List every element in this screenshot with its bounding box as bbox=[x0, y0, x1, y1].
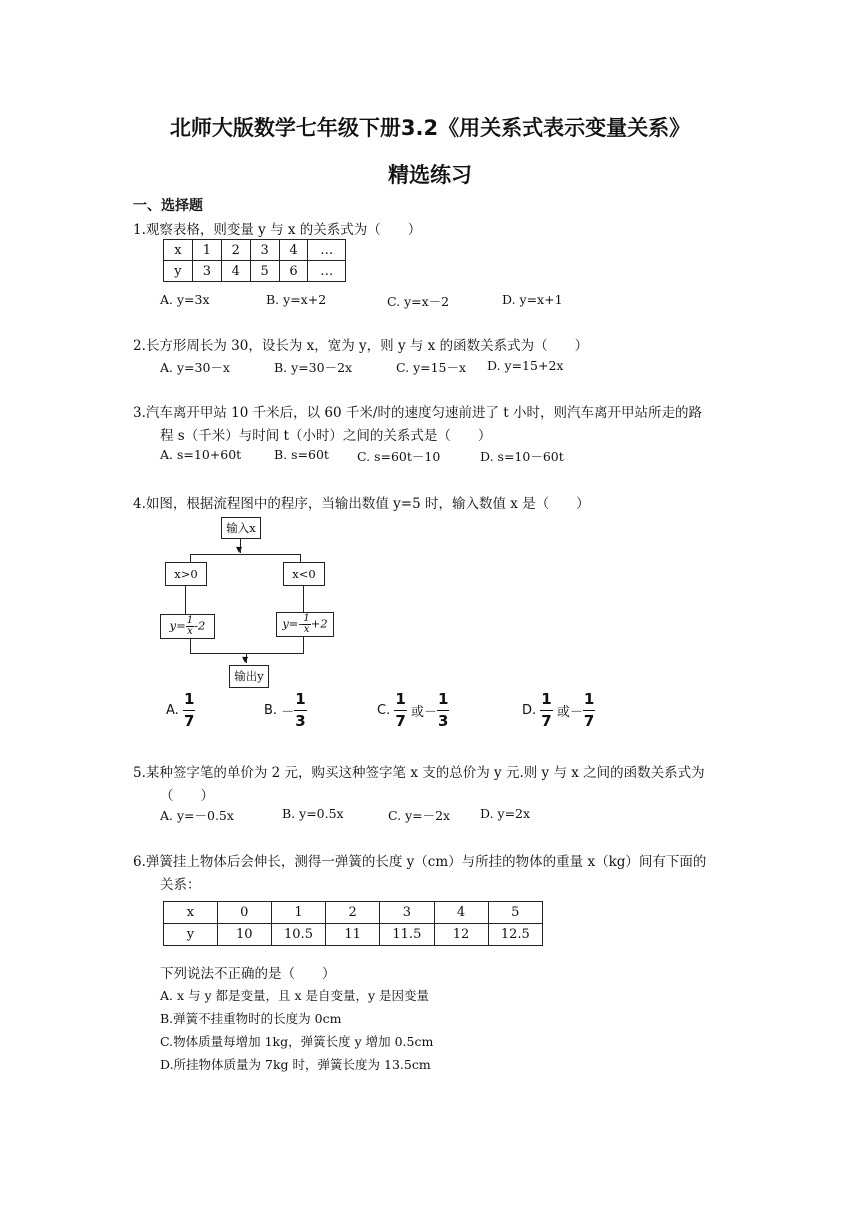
arrow-down-icon: ▼ bbox=[242, 655, 249, 664]
option-label: A. bbox=[166, 703, 179, 718]
option-b bbox=[264, 692, 307, 729]
question-6-prompt: 下列说法不正确的是（ ） bbox=[160, 966, 336, 982]
option-d: D. y=15+2x bbox=[487, 358, 564, 373]
option-c: C. s=60t－10 bbox=[357, 449, 441, 464]
document-title: 北师大版数学七年级下册3.2《用关系式表示变量关系》 bbox=[169, 116, 691, 140]
flow-formula-right bbox=[276, 612, 334, 637]
flow-connector bbox=[190, 639, 191, 654]
option-c: C. y=15－x bbox=[396, 360, 467, 375]
option-label: B. bbox=[264, 703, 278, 718]
table-cell: 3 bbox=[192, 261, 221, 282]
flow-connector bbox=[300, 554, 301, 562]
flow-condition-right: x<0 bbox=[283, 562, 325, 586]
fraction-denominator: x bbox=[187, 626, 193, 637]
flow-connector bbox=[303, 586, 304, 614]
table-cell: 5 bbox=[250, 261, 279, 282]
fraction bbox=[183, 692, 195, 729]
formula-text: y=- bbox=[282, 616, 303, 631]
question-6-stem-line2: 关系： bbox=[160, 877, 201, 893]
table-cell: 4 bbox=[221, 261, 250, 282]
minus-sign: － bbox=[281, 705, 295, 720]
table-cell: y bbox=[164, 924, 218, 946]
fraction bbox=[540, 692, 552, 729]
fraction bbox=[437, 692, 449, 729]
arrow-down-icon: ▼ bbox=[236, 545, 243, 554]
fraction-numerator: 1 bbox=[183, 692, 195, 711]
formula-text: -2 bbox=[194, 618, 206, 633]
fraction-numerator: 1 bbox=[540, 692, 552, 711]
option-label: D. bbox=[522, 703, 537, 718]
minus-sign: － bbox=[569, 705, 583, 720]
or-word: 或 bbox=[556, 705, 570, 720]
question-6-stem-line1: 6.弹簧挂上物体后会伸长，测得一弹簧的长度 y（cm）与所挂的物体的重量 x（kg）间有下面的 bbox=[133, 854, 707, 870]
flow-formula-left bbox=[160, 614, 215, 639]
fraction-denominator: 7 bbox=[183, 712, 195, 730]
option-d bbox=[522, 692, 595, 729]
table-cell: 1 bbox=[192, 240, 221, 261]
minus-sign: － bbox=[423, 705, 437, 720]
table-cell: 12.5 bbox=[488, 924, 542, 946]
table-cell: 3 bbox=[250, 240, 279, 261]
table-cell: 10.5 bbox=[271, 924, 325, 946]
fraction-denominator: 3 bbox=[295, 712, 306, 730]
table-cell: 5 bbox=[488, 902, 542, 924]
fraction bbox=[294, 692, 306, 729]
fraction bbox=[583, 692, 595, 729]
option-b: B. y=0.5x bbox=[282, 806, 344, 821]
option-b: B. y=30－2x bbox=[274, 360, 353, 375]
fraction-numerator: 1 bbox=[394, 692, 406, 711]
flow-connector bbox=[303, 637, 304, 654]
option-c: C. y=－2x bbox=[388, 808, 451, 823]
formula-text: +2 bbox=[310, 616, 328, 631]
option-a bbox=[166, 692, 195, 729]
fraction-numerator: 1 bbox=[186, 615, 194, 626]
option-a: A. y=30－x bbox=[160, 360, 230, 375]
table-cell: x bbox=[164, 240, 193, 261]
option-a: A. y=3x bbox=[160, 292, 210, 307]
option-a: A. y=－0.5x bbox=[160, 808, 234, 823]
question-5-stem-line1: 5.某种签字笔的单价为 2 元，购买这种签字笔 x 支的总价为 y 元.则 y 与 x 之间的函数关系式为 bbox=[133, 765, 705, 781]
flow-connector bbox=[190, 554, 301, 555]
option-c bbox=[377, 692, 449, 729]
fraction-numerator: 1 bbox=[437, 692, 449, 711]
option-a: A. x 与 y 都是变量，且 x 是自变量，y 是因变量 bbox=[160, 988, 430, 1003]
option-b: B.弹簧不挂重物时的长度为 0cm bbox=[160, 1011, 342, 1026]
fraction bbox=[186, 616, 194, 637]
formula-text: y= bbox=[169, 618, 186, 633]
option-c: C. y=x－2 bbox=[387, 294, 450, 309]
table-cell: 2 bbox=[326, 902, 380, 924]
fraction-numerator: 1 bbox=[294, 692, 306, 711]
table-cell: 4 bbox=[279, 240, 308, 261]
table-cell: y bbox=[164, 261, 193, 282]
question-6-table bbox=[163, 901, 543, 946]
flow-output-box: 输出y bbox=[229, 665, 269, 688]
table-cell: 6 bbox=[279, 261, 308, 282]
option-b: B. y=x+2 bbox=[266, 292, 327, 307]
question-3-stem-line2: 程 s（千米）与时间 t（小时）之间的关系式是（ ） bbox=[160, 428, 492, 444]
table-cell: 0 bbox=[217, 902, 271, 924]
table-cell: 3 bbox=[380, 902, 434, 924]
table-cell: 11 bbox=[326, 924, 380, 946]
table-cell: 2 bbox=[221, 240, 250, 261]
fraction-denominator: x bbox=[303, 624, 310, 635]
option-a: A. s=10+60t bbox=[160, 447, 242, 462]
flow-input-box: 输入x bbox=[221, 517, 261, 539]
table-cell: x bbox=[164, 902, 218, 924]
question-2-stem: 2.长方形周长为 30，设长为 x，宽为 y，则 y 与 x 的函数关系式为（ ） bbox=[133, 338, 589, 354]
flow-condition-left: x>0 bbox=[165, 562, 207, 586]
option-b: B. s=60t bbox=[274, 447, 329, 462]
or-word: 或 bbox=[410, 705, 424, 720]
flow-connector bbox=[190, 653, 304, 654]
table-cell: 11.5 bbox=[380, 924, 434, 946]
table-cell: … bbox=[308, 261, 346, 282]
flow-connector bbox=[185, 586, 186, 614]
question-1-stem: 1.观察表格，则变量 y 与 x 的关系式为（ ） bbox=[133, 222, 422, 238]
table-cell: 1 bbox=[271, 902, 325, 924]
question-3-stem-line1: 3.汽车离开甲站 10 千米后，以 60 千米/时的速度匀速前进了 t 小时，则汽车离开甲站所走的路 bbox=[133, 405, 702, 421]
table-cell: 10 bbox=[217, 924, 271, 946]
fraction-denominator: 7 bbox=[583, 712, 595, 730]
option-d: D. y=x+1 bbox=[502, 292, 563, 307]
fraction-numerator: 1 bbox=[303, 613, 310, 624]
fraction bbox=[302, 614, 310, 635]
question-5-stem-line2: （ ） bbox=[160, 788, 214, 804]
option-label: C. bbox=[377, 703, 391, 718]
document-subtitle: 精选练习 bbox=[388, 163, 472, 187]
option-d: D. y=2x bbox=[480, 806, 531, 821]
fraction-denominator: 3 bbox=[437, 712, 449, 730]
table-cell: 12 bbox=[434, 924, 488, 946]
table-cell: 4 bbox=[434, 902, 488, 924]
fraction-numerator: 1 bbox=[583, 692, 595, 711]
flow-connector bbox=[190, 554, 191, 562]
question-1-table bbox=[163, 239, 346, 282]
option-d: D. s=10－60t bbox=[480, 449, 564, 464]
option-d: D.所挂物体质量为 7kg 时，弹簧长度为 13.5cm bbox=[160, 1057, 431, 1072]
option-c: C.物体质量每增加 1kg，弹簧长度 y 增加 0.5cm bbox=[160, 1034, 434, 1049]
fraction bbox=[394, 692, 406, 729]
table-cell: … bbox=[308, 240, 346, 261]
fraction-denominator: 7 bbox=[395, 712, 406, 730]
section-heading: 一、选择题 bbox=[133, 198, 203, 214]
fraction-denominator: 7 bbox=[541, 712, 552, 730]
question-4-stem: 4.如图，根据流程图中的程序，当输出数值 y=5 时，输入数值 x 是（ ） bbox=[133, 496, 590, 512]
